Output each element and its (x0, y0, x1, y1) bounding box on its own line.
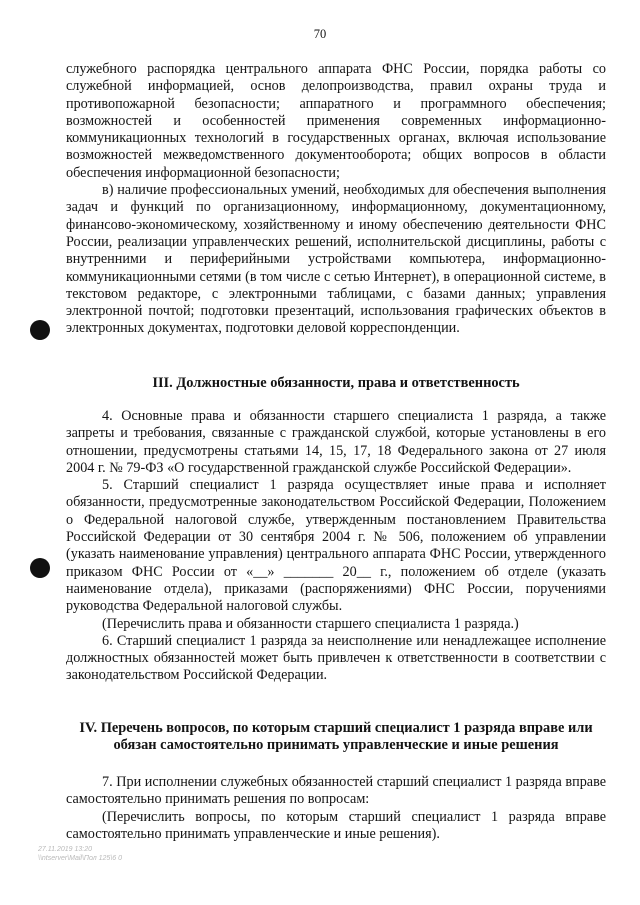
paragraph-questions-note: (Перечислить вопросы, по которым старший специалист 1 разряда вправе самостоятельно принимать управленческие и иные решения). (66, 808, 606, 842)
paragraph-4: 4. Основные права и обязанности старшего специалиста 1 разряда, а также запреты и требования, связанные с гражданской службой, которые установлены в его отношении, предусмотрены статьями 14, 15, 17, 18 Федерального закона от 27 июля 2004 г. № 79-ФЗ «О государственной гражданской службе Российской Федерации». (66, 408, 606, 476)
paragraph-skills: в) наличие профессиональных умений, необходимых для обеспечения выполнения задач и функций по организационному, информационному, документационному, финансово-экономическому, хозяйственному и иному обеспечению деятельности ФНС России, реализации управленческих решений, исполнительской дисциплины, работы с внутренними и периферийными устройствами компьютера, информационно-коммуникационными сетями (в том числе с сетью Интернет), в операционной системе, в текстовом редакторе, с электронными таблицами, с базами данных; управления электронной почтой; подготовки презентаций, использования графических объектов в электронных документах, подготовки деловой корреспонденции. (66, 182, 606, 337)
continuation-block (66, 61, 606, 338)
punch-hole-lower (30, 558, 50, 578)
section-3-body (66, 408, 606, 685)
section-4-heading-line2: обязан самостоятельно принимать управленческие и иные решения (113, 737, 559, 754)
file-stamp-path: \\ntserver\Mail\Пол 125\6 0 (38, 855, 122, 862)
section-4-body (66, 774, 606, 843)
page-number: 70 (313, 27, 327, 41)
punch-hole-upper (30, 320, 50, 340)
paragraph-6: 6. Старший специалист 1 разряда за неисполнение или ненадлежащее исполнение должностных обязанностей может быть привлечен к ответственности в соответствии с законодательством Российской Федерации. (66, 632, 606, 684)
file-stamp-date: 27.11.2019 13:20 (38, 846, 92, 853)
section-4-heading-line1: IV. Перечень вопросов, по которым старший специалист 1 разряда вправе или (79, 720, 593, 736)
paragraph-5: 5. Старший специалист 1 разряда осуществляет иные права и исполняет обязанности, предусмотренные законодательством Российской Федерации, Положением о Федеральной налоговой службе, утвержденным постановлением Правительства Российской Федерации от 30 сентября 2004 г. № 506, положением об управлении (указать наименование управления) центрального аппарата ФНС России, утвержденного приказом ФНС России от «__» _______ 20__ г., положением об отделе (указать наименование отдела), приказами (распоряжениями) ФНС России, поручениями руководства Федеральной налоговой службы. (66, 477, 606, 615)
section-4-heading (66, 720, 606, 755)
section-3-heading: III. Должностные обязанности, права и ответственность (152, 375, 520, 391)
paragraph-7: 7. При исполнении служебных обязанностей старший специалист 1 разряда вправе самостоятельно принимать решения по вопросам: (66, 774, 606, 808)
paragraph-knowledge-continuation: служебного распорядка центрального аппарата ФНС России, порядка работы со служебной информацией, основ делопроизводства, правил охраны труда и противопожарной безопасности; аппаратного и программного обеспечения; возможностей и особенностей применения современных информационно-коммуникационных технологий в государственных органах, включая использование возможностей межведомственного документооборота; общих вопросов в области обеспечения информационной безопасности; (66, 61, 606, 181)
file-stamp (38, 845, 122, 863)
paragraph-rights-note: (Перечислить права и обязанности старшего специалиста 1 разряда.) (102, 615, 519, 632)
